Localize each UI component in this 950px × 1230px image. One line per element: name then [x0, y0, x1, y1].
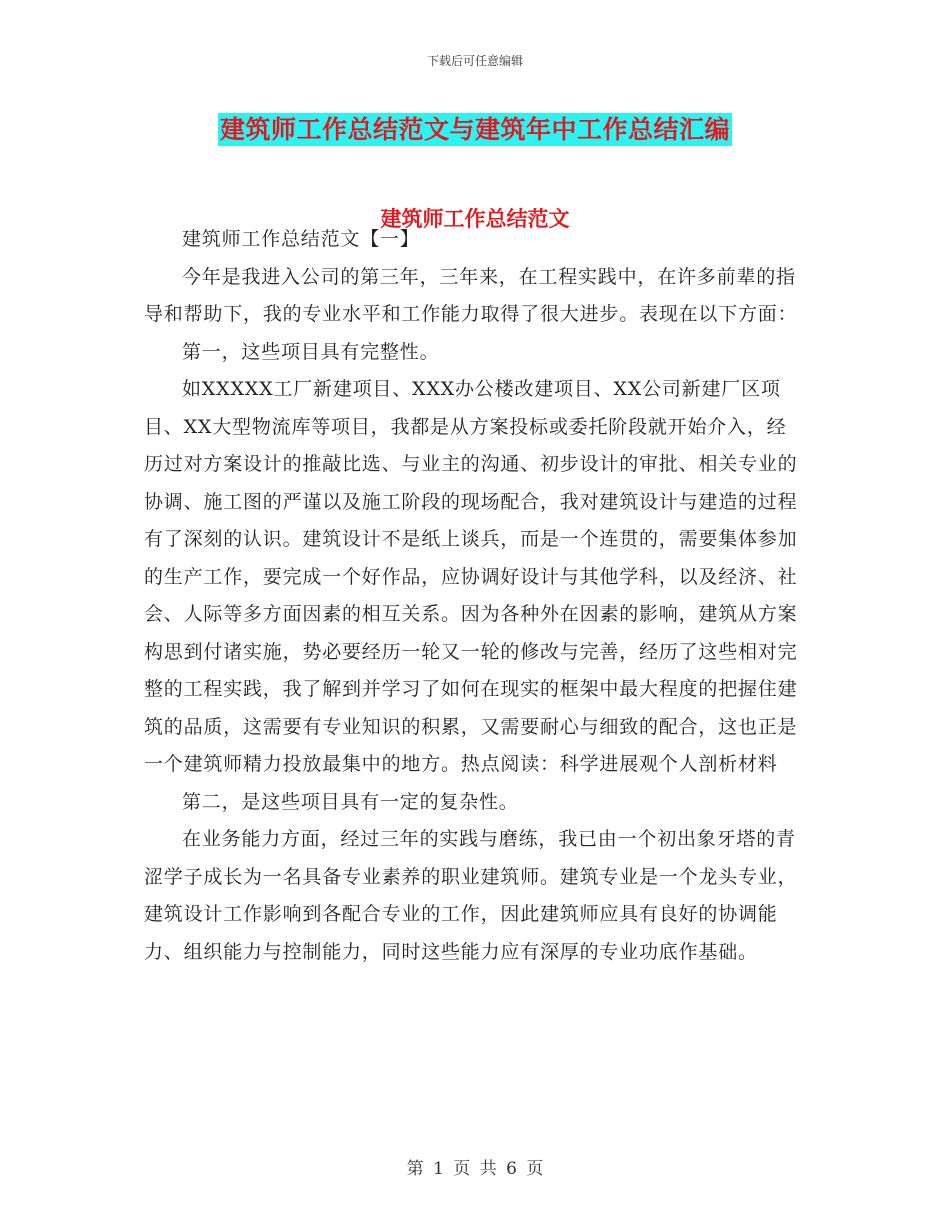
paragraph: 在业务能力方面，经过三年的实践与磨练，我已由一个初出象牙塔的青涩学子成长为一名具备专业素养的职业建筑师。建筑专业是一个龙头专业，建筑设计工作影响到各配合专业的工作，因此建筑师应具有良好的协调能力、组织能力与控制能力，同时这些能力应有深厚的专业功底作基础。	[144, 828, 798, 963]
paragraph: 第二，是这些项目具有一定的复杂性。	[182, 790, 519, 813]
document-title	[0, 110, 950, 146]
page-header-note: 下载后可任意编辑	[426, 54, 523, 68]
paragraph: 如XXXXX工厂新建项目、XXX办公楼改建项目、XX公司新建厂区项目、XX大型物流库等项目，我都是从方案投标或委托阶段就开始介入，经历过对方案设计的推敲比选、与业主的沟通、初步设计的审批、相关专业的协调、施工图的严谨以及施工阶段的现场配合，我对建筑设计与建造的过程有了深刻的认识。建筑设计不是纸上谈兵，而是一个连贯的，需要集体参加的生产工作，要完成一个好作品，应协调好设计与其他学科，以及经济、社会、人际等多方面因素的相互关系。因为各种外在因素的影响，建筑从方案构思到付诸实施，势必要经历一轮又一轮的修改与完善，经历了这些相对完整的工程实践，我了解到并学习了如何在现实的框架中最大程度的把握住建筑的品质，这需要有专业知识的积累，又需要耐心与细致的配合，这也正是一个建筑师精力投放最集中的地方。热点阅读：科学进展观个人剖析材料	[144, 378, 798, 775]
section-title: 建筑师工作总结范文	[380, 206, 570, 231]
document-body	[144, 221, 804, 971]
page-number-footer: 第 1 页 共 6 页	[406, 1159, 544, 1179]
paragraph: 建筑师工作总结范文【一】	[182, 228, 420, 250]
document-title-text: 建筑师工作总结范文与建筑年中工作总结汇编	[219, 115, 730, 144]
paragraph: 第一，这些项目具有完整性。	[182, 340, 440, 363]
paragraph: 今年是我进入公司的第三年，三年来，在工程实践中，在许多前辈的指导和帮助下，我的专业水平和工作能力取得了很大进步。表现在以下方面：	[144, 265, 798, 325]
